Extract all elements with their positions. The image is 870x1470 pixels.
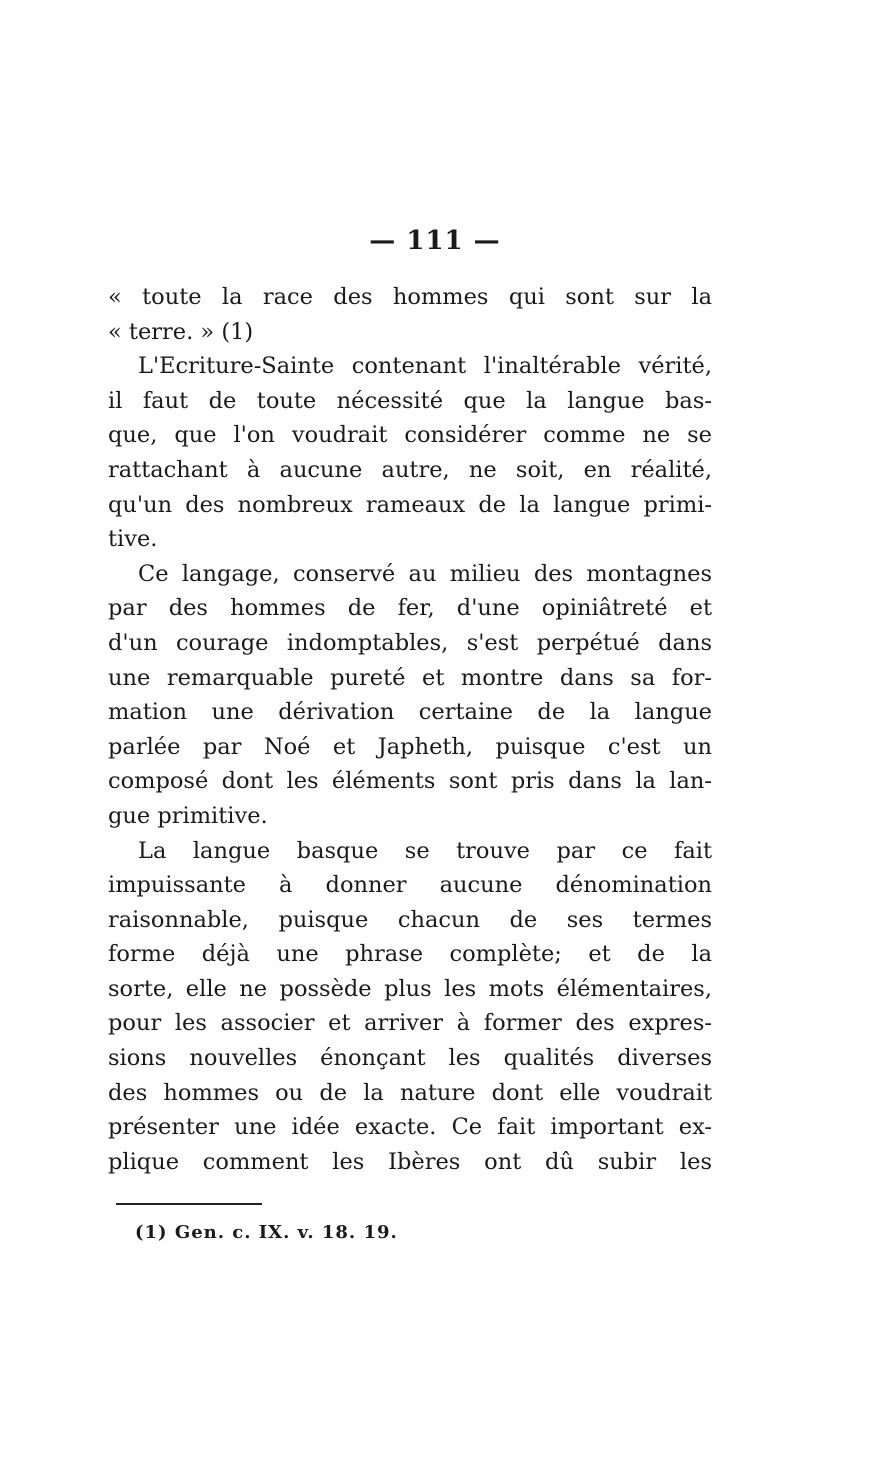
text-line: L'Ecriture-Sainte contenant l'inaltérable vérité, — [138, 353, 712, 380]
text-line: forme déjà une phrase complète; et de la — [108, 941, 712, 968]
text-line: rattachant à aucune autre, ne soit, en réalité, — [108, 456, 712, 483]
text-line: « terre. » (1) — [108, 318, 254, 345]
text-line: sorte, elle ne possède plus les mots élémentaires, — [108, 975, 712, 1002]
page-number: — 111 — — [369, 226, 501, 256]
text-line: qu'un des nombreux rameaux de la langue primi- — [108, 491, 712, 518]
body-text — [108, 280, 712, 1179]
text-line: présenter une idée exacte. Ce fait important ex- — [108, 1114, 712, 1141]
paragraph — [108, 557, 712, 834]
paragraph — [108, 834, 712, 1180]
text-line: une remarquable pureté et montre dans sa for- — [108, 664, 712, 691]
text-line: parlée par Noé et Japheth, puisque c'est un — [108, 733, 712, 760]
text-line: gue primitive. — [108, 802, 268, 829]
text-line: raisonnable, puisque chacun de ses termes — [108, 906, 712, 933]
text-line: impuissante à donner aucune dénomination — [108, 872, 712, 899]
footnote-divider — [116, 1203, 262, 1205]
footnote: (1) Gen. c. IX. v. 18. 19. — [135, 1222, 398, 1243]
text-line: pour les associer et arriver à former des expres- — [108, 1010, 712, 1037]
paragraph — [108, 349, 712, 557]
text-line: Ce langage, conservé au milieu des montagnes — [138, 560, 712, 587]
text-line: La langue basque se trouve par ce fait — [138, 837, 712, 864]
text-line: sions nouvelles énonçant les qualités diverses — [108, 1045, 712, 1072]
text-line: d'un courage indomptables, s'est perpétué dans — [108, 629, 712, 656]
text-line: composé dont les éléments sont pris dans la lan- — [108, 768, 712, 795]
text-line: que, que l'on voudrait considérer comme ne se — [108, 422, 712, 449]
text-line: des hommes ou de la nature dont elle voudrait — [108, 1079, 712, 1106]
text-line: par des hommes de fer, d'une opiniâtreté et — [108, 595, 712, 622]
text-line: mation une dérivation certaine de la langue — [108, 699, 712, 726]
text-line: il faut de toute nécessité que la langue bas- — [108, 387, 712, 414]
paragraph — [108, 280, 712, 349]
text-line: « toute la race des hommes qui sont sur la — [108, 284, 712, 310]
text-line: tive. — [108, 526, 158, 553]
text-line: plique comment les Ibères ont dû subir les — [108, 1148, 712, 1175]
